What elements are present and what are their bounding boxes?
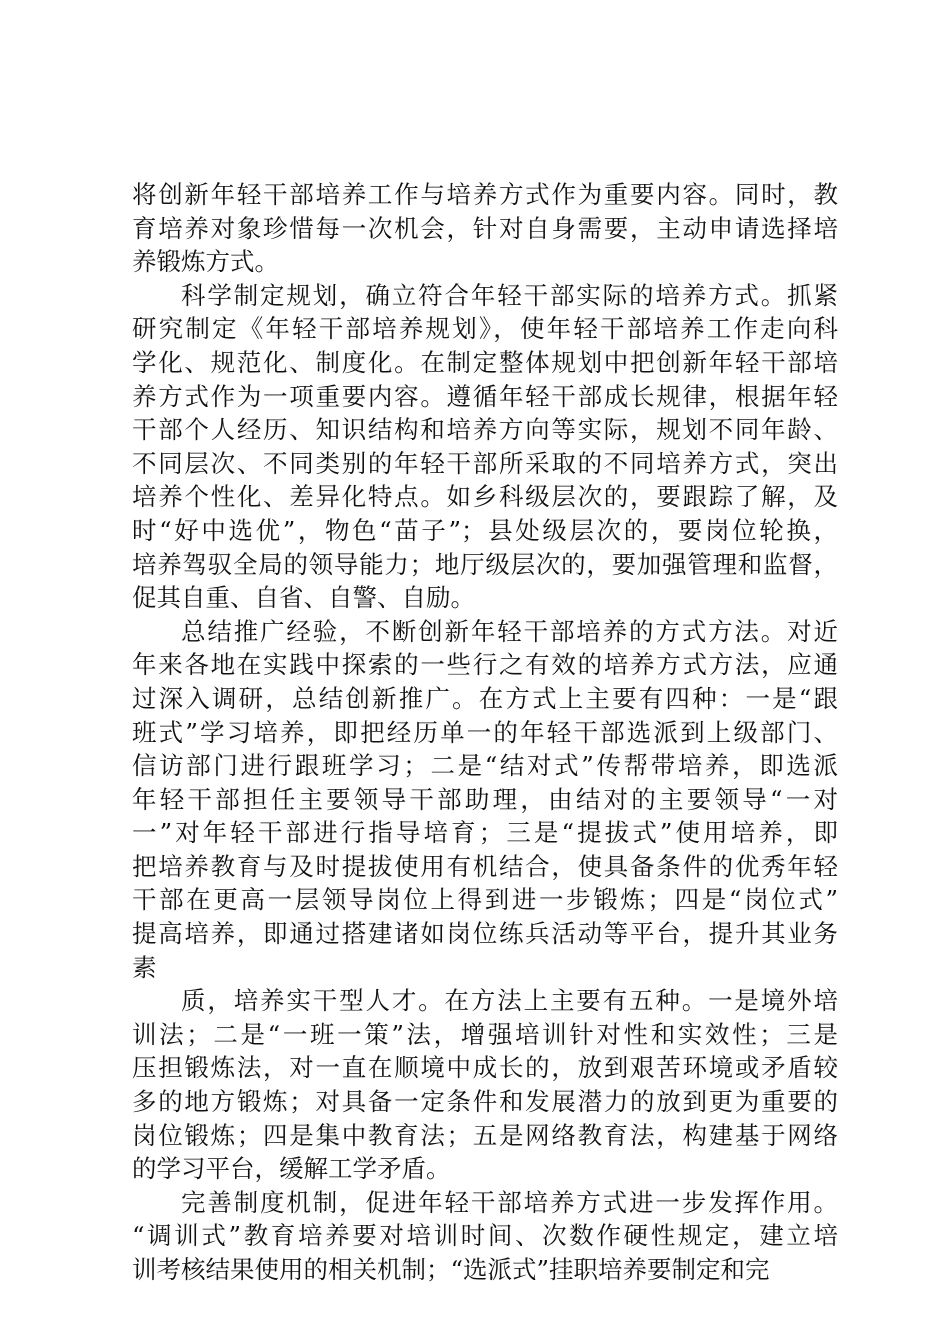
text-line: 班式”学习培养，即把经历单一的年轻干部选派到上级部门、 xyxy=(132,717,838,747)
text-line: 学化、规范化、制度化。在制定整体规划中把创新年轻干部培 xyxy=(132,347,838,377)
text-line: 多的地方锻炼；对具备一定条件和发展潜力的放到更为重要的 xyxy=(132,1087,838,1117)
text-line: 的学习平台，缓解工学矛盾。 xyxy=(132,1154,451,1184)
paragraph xyxy=(132,1186,838,1287)
text-line: 养方式作为一项重要内容。遵循年轻干部成长规律，根据年轻 xyxy=(132,381,838,411)
text-line: 训法；二是“一班一策”法，增强培训针对性和实效性；三是 xyxy=(132,1019,838,1049)
text-line: 培养驾驭全局的领导能力；地厅级层次的，要加强管理和监督， xyxy=(132,549,838,579)
text-line: 促其自重、自省、自警、自励。 xyxy=(132,583,475,613)
text-line: 时“好中选优”，物色“苗子”；县处级层次的，要岗位轮换， xyxy=(132,515,838,545)
text-line: 训考核结果使用的相关机制；“选派式”挂职培养要制定和完 xyxy=(132,1255,770,1284)
paragraph xyxy=(132,178,838,279)
text-line: 干部个人经历、知识结构和培养方向等实际，规划不同年龄、 xyxy=(132,415,838,445)
text-line: 年来各地在实践中探索的一些行之有效的培养方式方法，应通 xyxy=(132,650,838,680)
text-line: 素 xyxy=(132,952,157,982)
text-line: 质，培养实干型人才。在方法上主要有五种。一是境外培 xyxy=(181,986,838,1016)
text-line: 年轻干部担任主要领导干部助理，由结对的主要领导“一对 xyxy=(132,784,838,814)
text-line: 完善制度机制，促进年轻干部培养方式进一步发挥作用。 xyxy=(181,1187,838,1217)
text-line: 将创新年轻干部培养工作与培养方式作为重要内容。同时，教 xyxy=(132,180,838,209)
text-line: 育培养对象珍惜每一次机会，针对自身需要，主动申请选择培 xyxy=(132,213,838,243)
text-line: 干部在更高一层领导岗位上得到进一步锻炼；四是“岗位式” xyxy=(132,885,838,915)
text-line: 过深入调研，总结创新推广。在方式上主要有四种：一是“跟 xyxy=(132,683,838,713)
text-line: 把培养教育与及时提拔使用有机结合，使具备条件的优秀年轻 xyxy=(132,851,838,881)
paragraph xyxy=(132,615,838,985)
document-body xyxy=(132,178,838,1287)
text-line: 提高培养，即通过搭建诸如岗位练兵活动等平台，提升其业务 xyxy=(132,919,838,949)
text-line: 一”对年轻干部进行指导培育；三是“提拔式”使用培养，即 xyxy=(132,818,838,848)
text-line: 不同层次、不同类别的年轻干部所采取的不同培养方式，突出 xyxy=(132,448,838,478)
text-line: 研究制定《年轻干部培养规划》，使年轻干部培养工作走向科 xyxy=(132,314,838,344)
text-line: 压担锻炼法，对一直在顺境中成长的，放到艰苦环境或矛盾较 xyxy=(132,1053,838,1083)
paragraph xyxy=(132,279,838,615)
text-line: 养锻炼方式。 xyxy=(132,247,279,277)
paragraph xyxy=(132,984,838,1186)
text-line: 信访部门进行跟班学习；二是“结对式”传帮带培养，即选派 xyxy=(132,751,838,781)
text-line: “调训式”教育培养要对培训时间、次数作硬性规定，建立培 xyxy=(132,1221,838,1251)
text-line: 总结推广经验，不断创新年轻干部培养的方式方法。对近 xyxy=(181,616,838,646)
text-line: 培养个性化、差异化特点。如乡科级层次的，要跟踪了解，及 xyxy=(132,482,838,512)
text-line: 岗位锻炼；四是集中教育法；五是网络教育法，构建基于网络 xyxy=(132,1120,838,1150)
text-line: 科学制定规划，确立符合年轻干部实际的培养方式。抓紧 xyxy=(181,280,838,310)
